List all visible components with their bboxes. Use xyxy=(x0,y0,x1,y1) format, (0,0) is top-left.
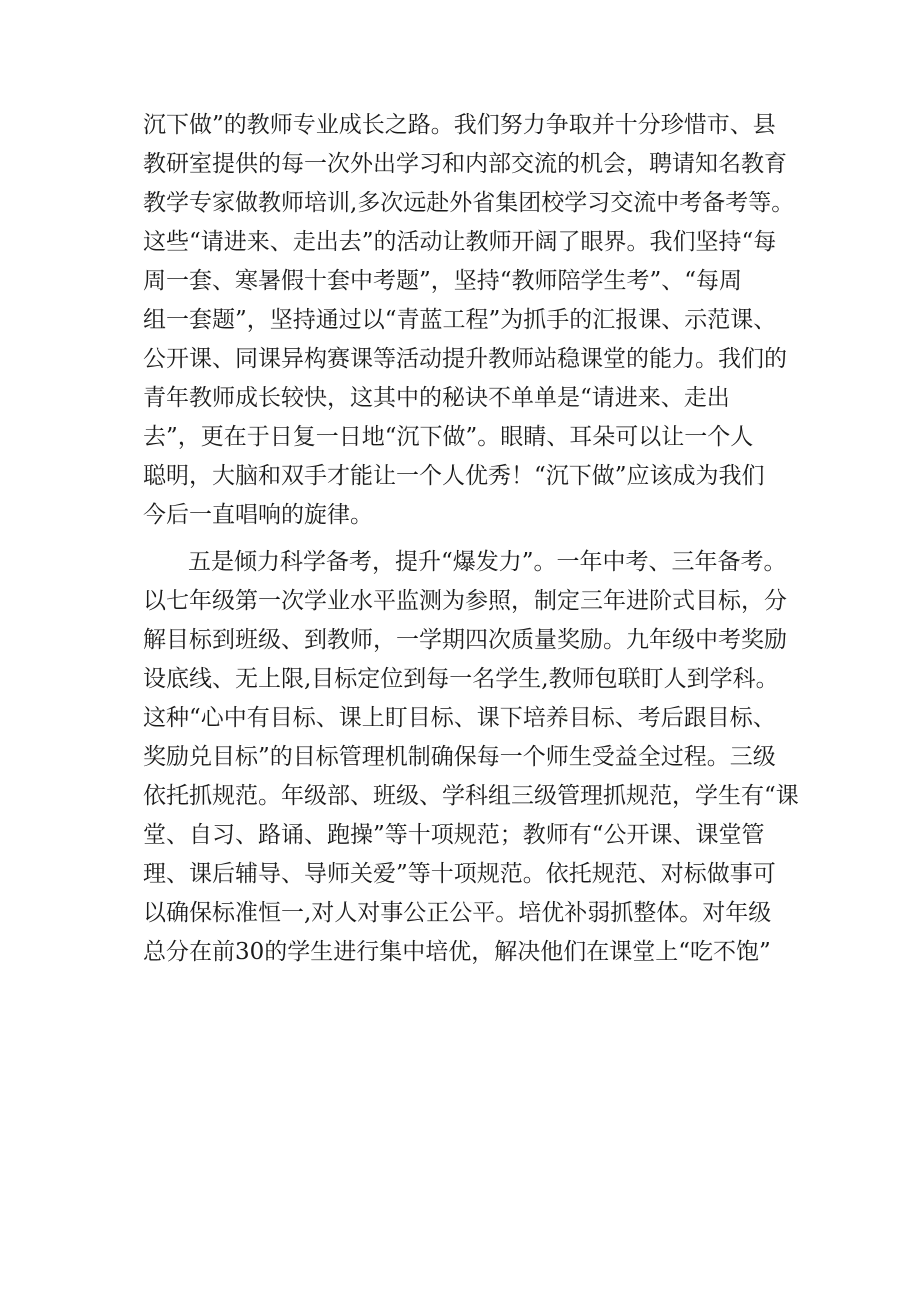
text-line: 沉下做”的教师专业成长之路。我们努力争取并十分珍惜市、县 xyxy=(143,112,776,138)
text-line: 教研室提供的每一次外出学习和内部交流的机会，聘请知名教育 xyxy=(143,151,787,177)
text-line: 解目标到班级、到教师，一学期四次质量奖励。九年级中考奖励 xyxy=(143,627,787,653)
text-line: 理、课后辅导、导师关爱”等十项规范。依托规范、对标做事可 xyxy=(143,861,776,887)
text-line: 依托抓规范。年级部、班级、学科组三级管理抓规范，学生有“课 xyxy=(143,783,799,809)
text-line: 以确保标准恒一,对人对事公正公平。培优补弱抓整体。对年级 xyxy=(143,900,772,926)
text-line: 总分在前30的学生进行集中培优，解决他们在课堂上“吃不饱” xyxy=(143,939,771,965)
text-line: 组一套题”，坚持通过以“青蓝工程”为抓手的汇报课、示范课、 xyxy=(143,307,777,333)
text-line: 这种“心中有目标、课上盯目标、课下培养目标、考后跟目标、 xyxy=(143,705,776,731)
text-line: 以七年级第一次学业水平监测为参照，制定三年进阶式目标，分 xyxy=(143,588,787,614)
text-line: 奖励兑目标”的目标管理机制确保每一个师生受益全过程。三级 xyxy=(143,744,776,770)
text-line: 今后一直唱响的旋律。 xyxy=(143,502,373,528)
text-line: 公开课、同课异构赛课等活动提升教师站稳课堂的能力。我们的 xyxy=(143,346,787,372)
text-line: 周一套、寒暑假十套中考题”，坚持“教师陪学生考”、“每周 xyxy=(143,268,743,294)
paragraph-start-line: 五是倾力科学备考，提升“爆发力”。一年中考、三年备考。 xyxy=(188,549,787,575)
text-line: 聪明，大脑和双手才能让一个人优秀！“沉下做”应该成为我们 xyxy=(143,463,765,489)
text-line: 青年教师成长较快，这其中的秘诀不单单是“请进来、走出 xyxy=(143,385,730,411)
text-line: 去”，更在于日复一日地“沉下做”。眼睛、耳朵可以让一个人 xyxy=(143,424,754,450)
text-line: 这些“请进来、走出去”的活动让教师开阔了眼界。我们坚持“每 xyxy=(143,229,777,255)
text-line: 堂、自习、路诵、跑操”等十项规范；教师有“公开课、课堂管 xyxy=(143,822,765,848)
text-line: 教学专家做教师培训,多次远赴外省集团校学习交流中考备考等。 xyxy=(143,190,795,216)
text-line: 设底线、无上限,目标定位到每一名学生,教师包联盯人到学科。 xyxy=(143,666,779,692)
